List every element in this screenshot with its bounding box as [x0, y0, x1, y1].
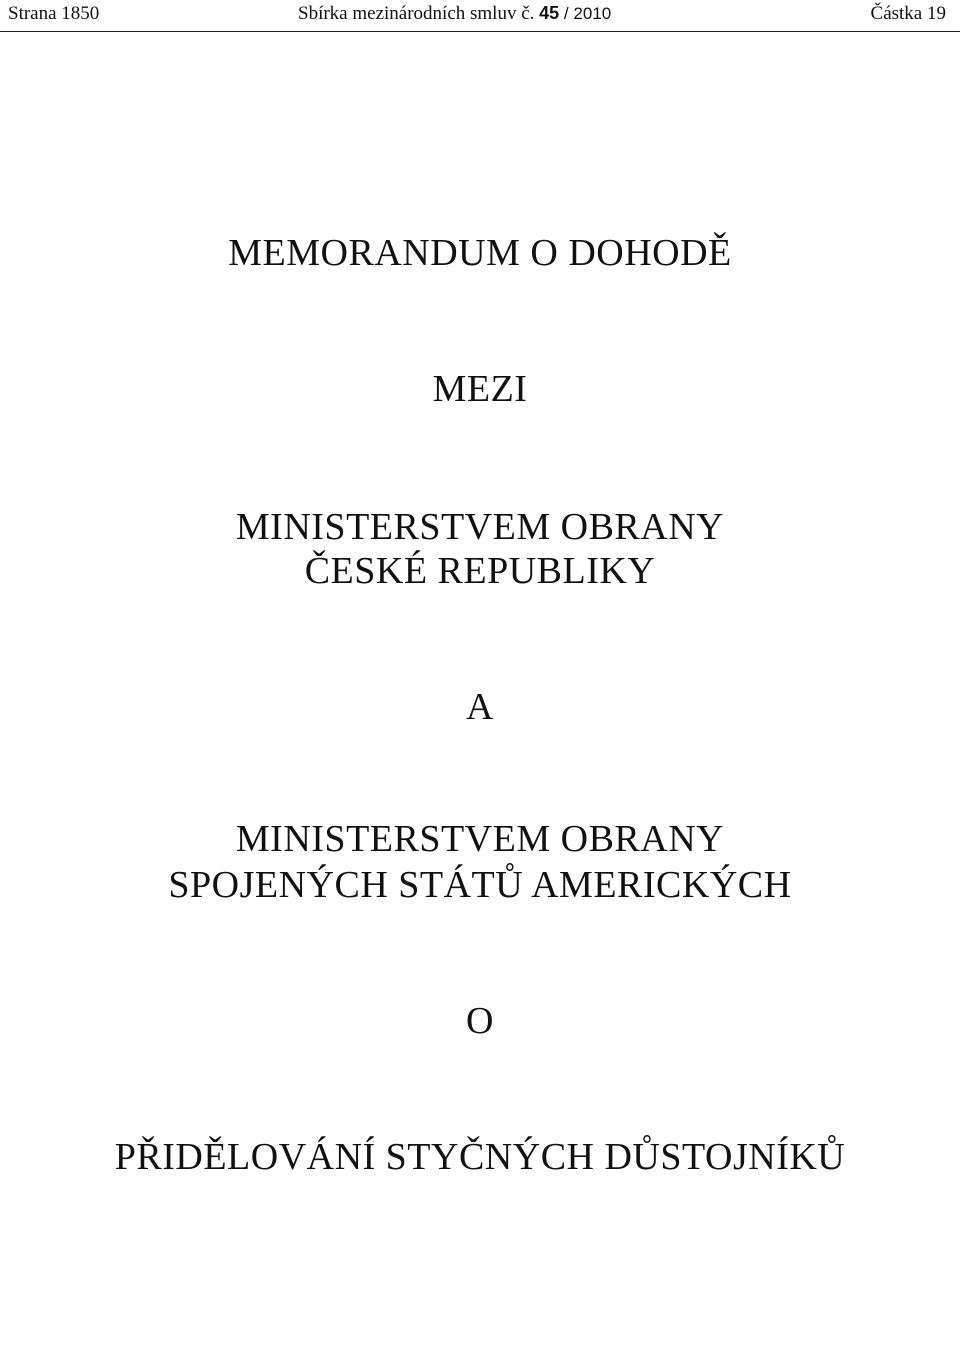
title-party1-country: ČESKÉ REPUBLIKY [304, 550, 656, 592]
title-between: MEZI [432, 368, 528, 410]
title-about: O [466, 1000, 494, 1042]
page-header [0, 0, 960, 32]
title-memorandum: MEMORANDUM O DOHODĚ [228, 232, 732, 274]
title-party2-country: SPOJENÝCH STÁTŮ AMERICKÝCH [168, 864, 792, 906]
number-separator: / [563, 4, 569, 23]
title-and: A [466, 686, 494, 728]
title-subject: PŘIDĚLOVÁNÍ STYČNÝCH DŮSTOJNÍKŮ [114, 1136, 846, 1178]
title-party2-ministry: MINISTERSTVEM OBRANY [235, 818, 725, 860]
collection-reference [298, 3, 611, 25]
page-number: Strana 1850 [8, 3, 100, 24]
title-party1-ministry: MINISTERSTVEM OBRANY [235, 506, 725, 548]
treaty-number: 45 [539, 3, 560, 23]
collection-name: Sbírka mezinárodních smluv č. [298, 3, 535, 24]
part-number: Částka 19 [870, 3, 946, 24]
treaty-year: 2010 [573, 4, 612, 23]
